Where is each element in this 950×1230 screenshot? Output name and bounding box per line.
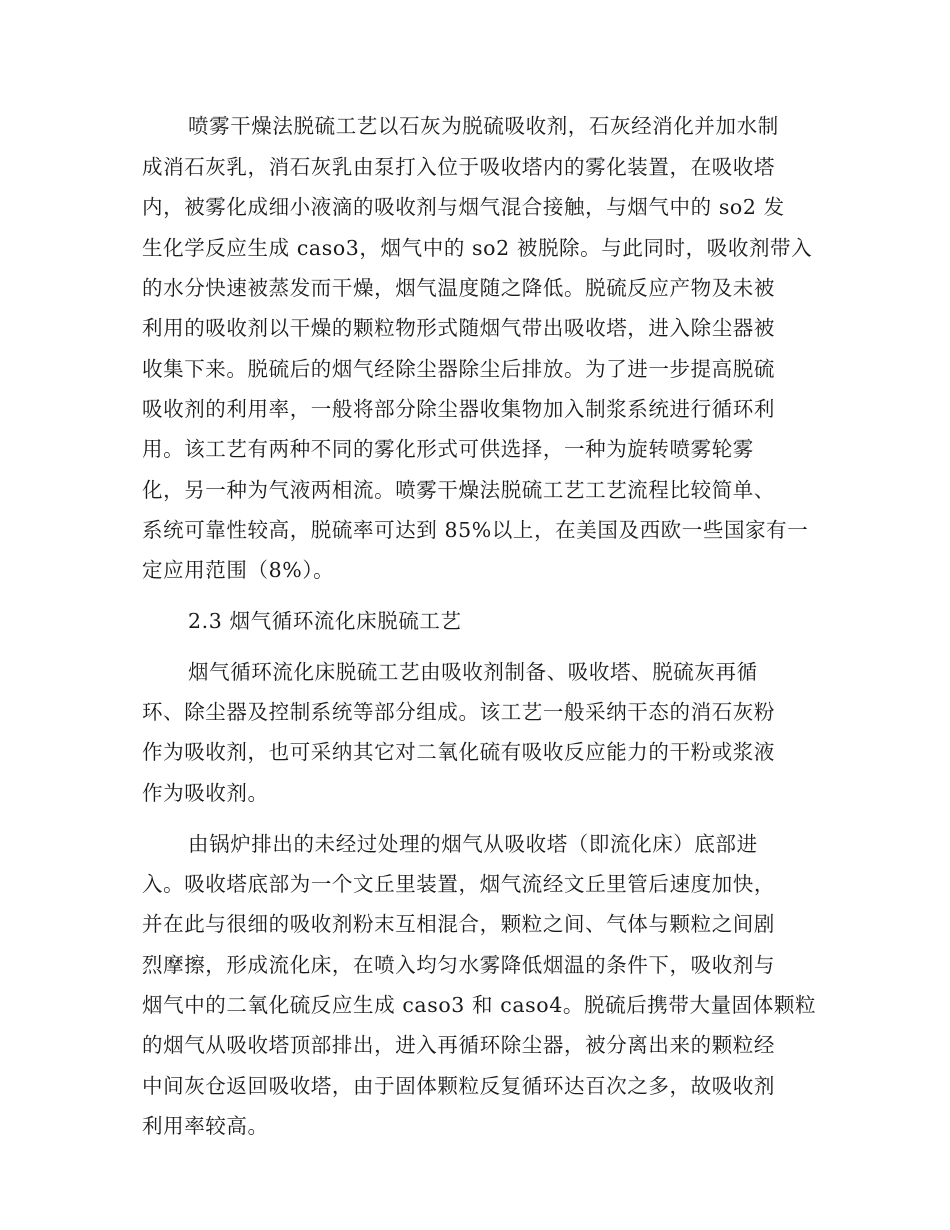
section-heading: 2.3 烟气循环流化床脱硫工艺	[188, 609, 462, 633]
paragraph-3-line-6: 的烟气从吸收塔顶部排出，进入再循环除尘器，被分离出来的颗粒经	[142, 1033, 775, 1057]
paragraph-1-line-8: 吸收剂的利用率，一般将部分除尘器收集物加入制浆系统进行循环利	[142, 397, 775, 421]
paragraph-3-line-3: 并在此与很细的吸收剂粉末互相混合，颗粒之间、气体与颗粒之间剧	[142, 912, 775, 936]
paragraph-1-line-10: 化，另一种为气液两相流。喷雾干燥法脱硫工艺工艺流程比较简单、	[142, 478, 775, 502]
paragraph-3-line-2: 入。吸收塔底部为一个文丘里装置，烟气流经文丘里管后速度加快，	[142, 872, 775, 896]
paragraph-3-line-7: 中间灰仓返回吸收塔，由于固体颗粒反复循环达百次之多，故吸收剂	[142, 1074, 775, 1098]
paragraph-1-line-4: 生化学反应生成 caso3，烟气中的 so2 被脱除。与此同时，吸收剂带入	[142, 236, 813, 260]
paragraph-1-line-5: 的水分快速被蒸发而干燥，烟气温度随之降低。脱硫反应产物及未被	[142, 276, 775, 300]
paragraph-2-line-3: 作为吸收剂，也可采纳其它对二氧化硫有吸收反应能力的干粉或浆液	[142, 740, 775, 764]
paragraph-1-line-1: 喷雾干燥法脱硫工艺以石灰为脱硫吸收剂，石灰经消化并加水制	[188, 114, 779, 138]
paragraph-3-line-1: 由锅炉排出的未经过处理的烟气从吸收塔（即流化床）底部进	[188, 832, 758, 856]
paragraph-1-line-9: 用。该工艺有两种不同的雾化形式可供选择，一种为旋转喷雾轮雾	[142, 437, 754, 461]
paragraph-3-line-4: 烈摩擦，形成流化床，在喷入均匀水雾降低烟温的条件下，吸收剂与	[142, 953, 775, 977]
paragraph-1-line-2: 成消石灰乳，消石灰乳由泵打入位于吸收塔内的雾化装置，在吸收塔	[142, 155, 775, 179]
paragraph-1-line-12: 定应用范围（8%）。	[142, 558, 335, 582]
paragraph-1-line-7: 收集下来。脱硫后的烟气经除尘器除尘后排放。为了进一步提高脱硫	[142, 357, 775, 381]
paragraph-3-line-5: 烟气中的二氧化硫反应生成 caso3 和 caso4。脱硫后携带大量固体颗粒	[142, 993, 817, 1017]
paragraph-2-line-2: 环、除尘器及控制系统等部分组成。该工艺一般采纳干态的消石灰粉	[142, 700, 775, 724]
paragraph-3-line-8: 利用率较高。	[142, 1114, 269, 1138]
paragraph-1-line-11: 系统可靠性较高，脱硫率可达到 85%以上，在美国及西欧一些国家有一	[142, 518, 809, 542]
paragraph-2-line-1: 烟气循环流化床脱硫工艺由吸收剂制备、吸收塔、脱硫灰再循	[188, 660, 758, 684]
paragraph-1-line-3: 内，被雾化成细小液滴的吸收剂与烟气混合接触，与烟气中的 so2 发	[142, 195, 785, 219]
paragraph-1-line-6: 利用的吸收剂以干燥的颗粒物形式随烟气带出吸收塔，进入除尘器被	[142, 316, 775, 340]
paragraph-2-line-4: 作为吸收剂。	[142, 781, 269, 805]
